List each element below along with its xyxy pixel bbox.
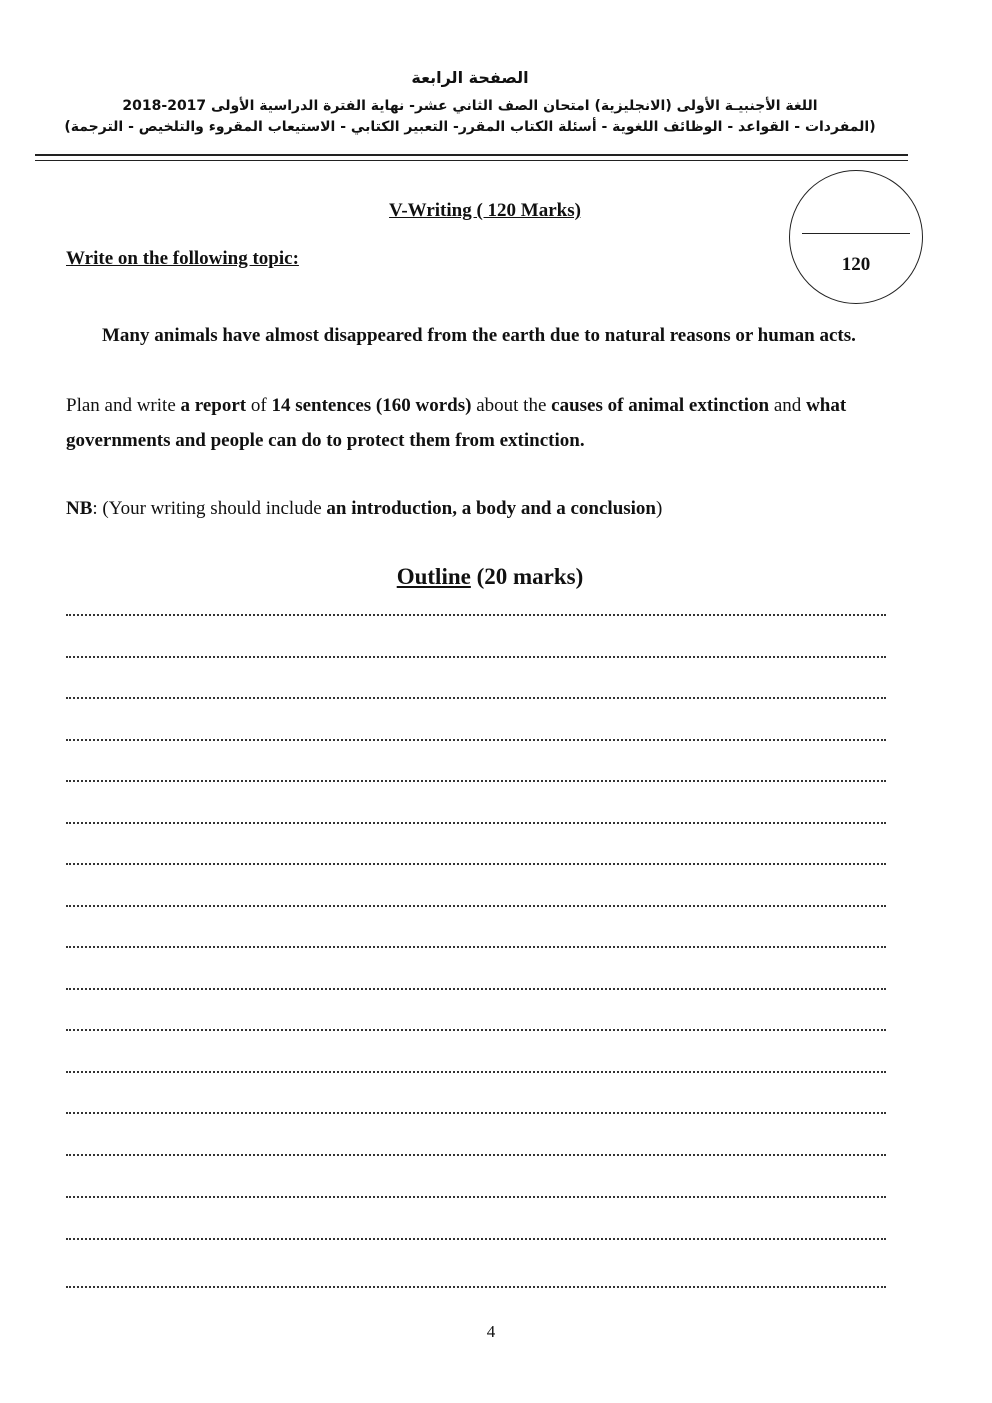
task-text: Plan and write <box>66 395 181 416</box>
answer-line[interactable] <box>66 1286 886 1288</box>
task-text: about the <box>471 395 552 416</box>
answer-line[interactable] <box>66 1238 886 1240</box>
task-text: of <box>246 395 272 416</box>
topic-intro: Many animals have almost disappeared from the earth due to natural reasons or human acts. <box>102 325 856 346</box>
task-text: and <box>769 395 807 416</box>
task-emphasis: causes of animal extinction <box>551 395 770 416</box>
header-rule-thin <box>35 160 908 161</box>
outline-label: Outline <box>396 564 471 589</box>
answer-line[interactable] <box>66 1029 886 1031</box>
marks-divider <box>802 233 910 234</box>
answer-line[interactable] <box>66 697 886 699</box>
answer-line[interactable] <box>66 1196 886 1198</box>
answer-line[interactable] <box>66 614 886 616</box>
page-number: 4 <box>486 1322 496 1341</box>
answer-line[interactable] <box>66 1112 886 1114</box>
header-rule <box>35 154 908 156</box>
exam-sections-arabic: (المفردات - القواعد - الوظائف اللغوية - أسئلة الكتاب المقرر- التعبير الكتابي - الاستيعاب المقروء والتلخيص - الترجمة) <box>64 119 876 135</box>
nb-emphasis: an introduction, a body and a conclusion <box>326 498 656 519</box>
nb-note <box>66 491 916 526</box>
answer-line[interactable] <box>66 822 886 824</box>
section-title: V-Writing ( 120 Marks) <box>389 200 581 221</box>
page-label-arabic: الصفحة الرابعة <box>411 68 529 87</box>
answer-line[interactable] <box>66 780 886 782</box>
task-instructions <box>66 388 916 458</box>
marks-circle <box>789 170 923 304</box>
answer-line[interactable] <box>66 1154 886 1156</box>
task-emphasis: what governments and people can do to protect them from extinction. <box>66 395 847 451</box>
nb-text: ) <box>656 498 663 519</box>
outline-heading <box>300 564 680 590</box>
answer-line[interactable] <box>66 863 886 865</box>
nb-text: : (Your writing should include <box>92 498 327 519</box>
topic-label: Write on the following topic: <box>66 248 299 269</box>
task-emphasis: a report <box>180 395 247 416</box>
marks-total: 120 <box>841 254 871 275</box>
answer-line[interactable] <box>66 739 886 741</box>
answer-line[interactable] <box>66 905 886 907</box>
task-emphasis: 14 sentences (160 words) <box>271 395 472 416</box>
answer-line[interactable] <box>66 656 886 658</box>
nb-prefix: NB <box>66 498 93 519</box>
answer-line[interactable] <box>66 1071 886 1073</box>
exam-title-arabic: اللغة الأجنبيـة الأولى (الانجليزية) امتحان الصف الثاني عشر- نهاية الفترة الدراسية الأولى 2017-2018 <box>122 98 818 114</box>
outline-marks: (20 marks) <box>470 564 584 589</box>
answer-line[interactable] <box>66 946 886 948</box>
answer-line[interactable] <box>66 988 886 990</box>
